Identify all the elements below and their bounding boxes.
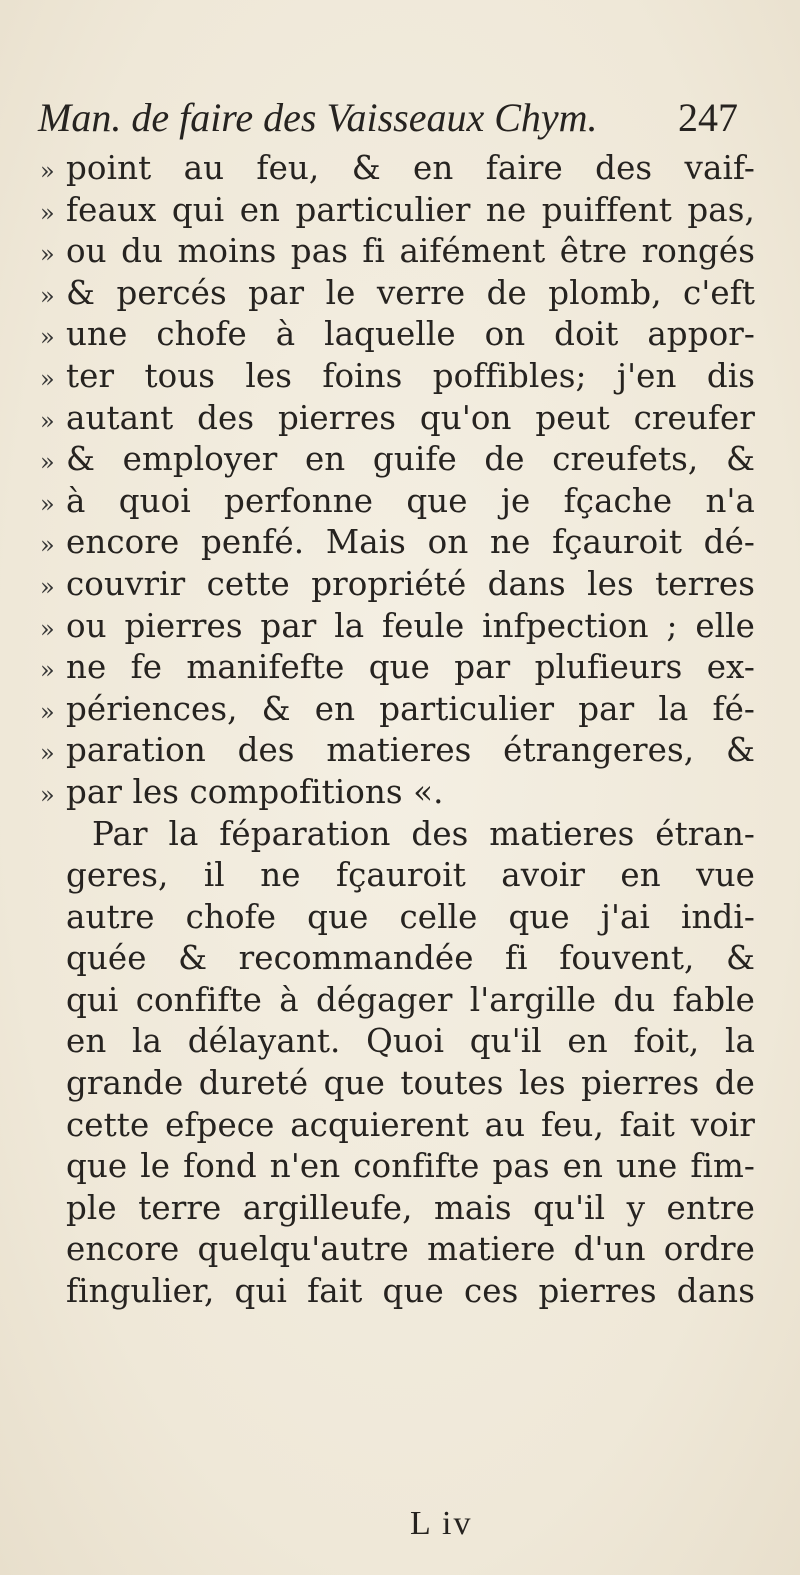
text-line — [40, 398, 755, 440]
text-line — [40, 273, 755, 315]
line-text: périences, & en particulier par la fé- — [66, 689, 755, 728]
line-text: cette efpece acquierent au feu, fait voir — [66, 1105, 755, 1144]
line-text: paration des matieres étrangeres, & — [66, 731, 755, 770]
line-text: à quoi perfonne que je fçache n'a — [66, 481, 755, 520]
text-line — [40, 855, 755, 897]
text-line — [40, 564, 755, 606]
text-line — [40, 689, 755, 731]
line-text: ple terre argilleufe, mais qu'il y entre — [66, 1188, 755, 1227]
quote-mark: » — [40, 198, 55, 227]
signature-mark: L iv — [410, 1505, 473, 1542]
text-line — [40, 1063, 755, 1105]
quote-mark: » — [40, 323, 55, 352]
quote-mark: » — [40, 406, 55, 435]
page-number: 247 — [678, 95, 738, 140]
line-text: encore quelqu'autre matiere d'un ordre — [66, 1230, 755, 1269]
text-line — [40, 1271, 755, 1313]
text-line — [40, 772, 755, 814]
line-text: ne fe manifefte que par plufieurs ex- — [66, 648, 755, 687]
text-line — [40, 522, 755, 564]
text-line — [40, 897, 755, 939]
text-line — [40, 1105, 755, 1147]
text-line — [40, 730, 755, 772]
body-text — [40, 148, 755, 1313]
line-text: fingulier, qui fait que ces pierres dans — [66, 1272, 755, 1311]
quote-mark: » — [40, 614, 55, 643]
line-text: & percés par le verre de plomb, c'eft — [66, 273, 755, 312]
text-line — [40, 481, 755, 523]
text-line — [40, 980, 755, 1022]
line-text: en la délayant. Quoi qu'il en foit, la — [66, 1022, 755, 1061]
text-line — [40, 439, 755, 481]
page-header — [38, 94, 738, 141]
line-text: encore penfé. Mais on ne fçauroit dé- — [66, 523, 755, 562]
line-text: ou du moins pas fi aifément être rongés — [66, 232, 755, 271]
line-text: geres, il ne fçauroit avoir en vue — [66, 856, 755, 895]
quote-mark: » — [40, 697, 55, 726]
text-line — [40, 190, 755, 232]
line-text: que le fond n'en confifte pas en une fim- — [66, 1147, 755, 1186]
line-text: autant des pierres qu'on peut creufer — [66, 398, 755, 437]
text-line — [40, 356, 755, 398]
text-line — [40, 606, 755, 648]
text-line — [40, 1229, 755, 1271]
quote-mark: » — [40, 364, 55, 393]
line-text: & employer en guife de creufets, & — [66, 440, 755, 479]
line-text: qui confifte à dégager l'argille du fable — [66, 980, 755, 1019]
text-line — [40, 938, 755, 980]
line-text: point au feu, & en faire des vaif- — [66, 149, 755, 187]
quote-mark: » — [40, 489, 55, 518]
quote-mark: » — [40, 281, 55, 310]
text-line — [40, 231, 755, 273]
quote-mark: » — [40, 531, 55, 560]
line-text: ter tous les foins poffibles; j'en dis — [66, 356, 755, 395]
text-line — [40, 1021, 755, 1063]
line-text: feaux qui en particulier ne puiffent pas, — [66, 190, 755, 229]
text-line — [40, 148, 755, 190]
quote-mark: » — [40, 240, 55, 269]
quote-mark: » — [40, 780, 55, 809]
line-text: grande dureté que toutes les pierres de — [66, 1064, 755, 1103]
line-text: autre chofe que celle que j'ai indi- — [66, 897, 755, 936]
quote-mark: » — [40, 157, 55, 185]
quote-mark: » — [40, 739, 55, 768]
line-text: quée & recommandée fi fouvent, & — [66, 939, 755, 978]
text-line — [40, 314, 755, 356]
text-line — [40, 1146, 755, 1188]
line-text: ou pierres par la feule infpection ; elle — [66, 606, 755, 645]
running-title: Man. de faire des Vaisseaux Chym. — [38, 95, 598, 140]
line-text: couvrir cette propriété dans les terres — [66, 564, 755, 603]
text-line — [40, 647, 755, 689]
line-text: une chofe à laquelle on doit appor- — [66, 315, 755, 354]
quote-mark: » — [40, 572, 55, 601]
line-text: par les compofitions «. — [66, 772, 444, 811]
text-line — [40, 1188, 755, 1230]
line-text: Par la féparation des matieres étran- — [92, 814, 755, 853]
text-line — [40, 814, 755, 856]
quote-mark: » — [40, 448, 55, 477]
quote-mark: » — [40, 656, 55, 685]
